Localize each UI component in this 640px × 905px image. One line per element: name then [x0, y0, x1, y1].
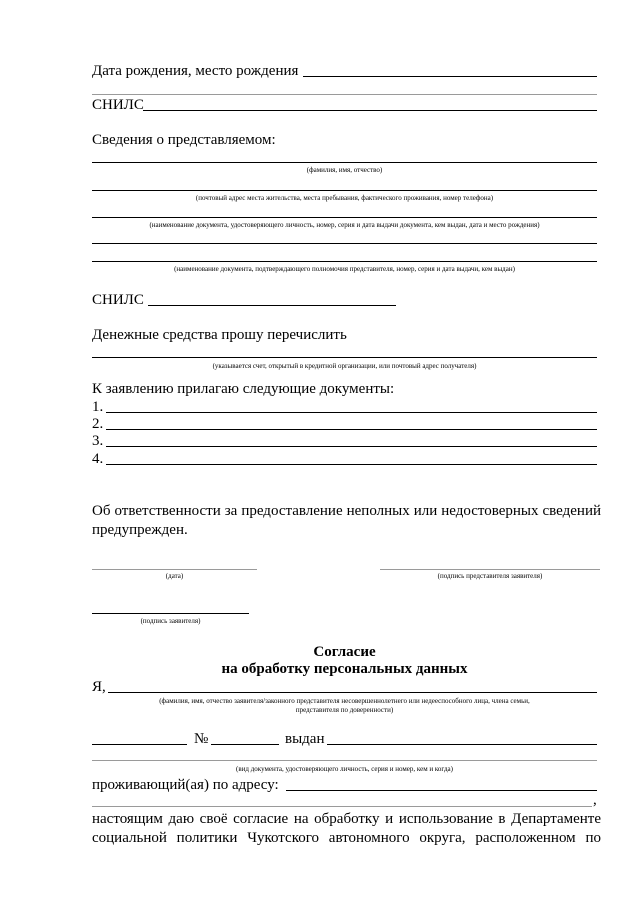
date-field[interactable] [92, 569, 257, 570]
consent-number-sign: № [194, 731, 209, 747]
representative-authority-field[interactable] [92, 261, 597, 262]
consent-document-series-field[interactable] [92, 744, 187, 745]
representative-authority-hint: (наименование документа, подтверждающего полномочия представителя, номер, серия и дата выдачи, кем выдан) [174, 265, 515, 273]
representative-fio-field[interactable] [92, 162, 597, 163]
consent-document-number-field[interactable] [211, 744, 279, 745]
representative-heading: Сведения о представляемом: [92, 132, 276, 148]
representative-address-hint: (почтовый адрес места жительства, места пребывания, фактического проживания, номер телефона) [195, 194, 494, 202]
responsibility-text-line2: предупрежден. [92, 522, 188, 538]
applicant-snils-label: СНИЛС [92, 97, 144, 113]
attachments-heading: К заявлению прилагаю следующие документы: [92, 381, 395, 397]
representative-address-field[interactable] [92, 190, 597, 191]
consent-issued-label: выдан [285, 731, 325, 747]
representative-document-hint: (наименование документа, удостоверяющего личность, номер, серия и дата выдачи документа, кем выдан, дата и место рождения) [149, 221, 540, 229]
attachment-number: 3. [92, 433, 104, 449]
applicant-signature-field[interactable] [92, 613, 249, 614]
attachment-field-3[interactable] [106, 446, 597, 447]
consent-document-field-extra[interactable] [92, 760, 597, 761]
payment-label: Денежные средства прошу перечислить [92, 327, 347, 343]
applicant-signature-hint: (подпись заявителя) [140, 617, 201, 625]
representative-document-field-extra[interactable] [92, 243, 597, 244]
representative-signature-hint: (подпись представителя заявителя) [437, 572, 543, 580]
attachment-number: 1. [92, 399, 104, 415]
attachment-field-2[interactable] [106, 429, 597, 430]
consent-address-comma: , [593, 792, 597, 808]
consent-residing-label: проживающий(ая) по адресу: [92, 777, 279, 793]
applicant-snils-field[interactable] [143, 110, 597, 111]
representative-snils-label: СНИЛС [92, 292, 144, 308]
consent-subtitle: на обработку персональных данных [221, 661, 468, 677]
attachment-field-4[interactable] [106, 464, 597, 465]
attachment-number: 2. [92, 416, 104, 432]
consent-body-line2: социальной политики Чукотского автономного округа, расположенном по [92, 830, 601, 846]
responsibility-text-line1: Об ответственности за предоставление неполных или недостоверных сведений [92, 503, 601, 519]
consent-address-field-extra[interactable] [92, 806, 592, 807]
birth-date-place-field[interactable] [303, 76, 597, 77]
consent-body-line1: настоящим даю своё согласие на обработку и использование в Департаменте [92, 811, 601, 827]
consent-issued-by-field[interactable] [327, 744, 597, 745]
representative-fio-hint: (фамилия, имя, отчество) [306, 166, 383, 174]
consent-title: Согласие [313, 644, 376, 660]
date-hint: (дата) [165, 572, 184, 580]
birth-date-place-field-extra[interactable] [92, 94, 597, 95]
consent-address-field[interactable] [286, 790, 597, 791]
representative-snils-field[interactable] [148, 305, 396, 306]
attachment-field-1[interactable] [106, 412, 597, 413]
representative-document-field[interactable] [92, 217, 597, 218]
birth-date-place-label: Дата рождения, место рождения [92, 63, 299, 79]
consent-fio-hint-line1: (фамилия, имя, отчество заявителя/законного представителя несовершеннолетнего или недееспособного лица, члена семьи, [159, 697, 530, 705]
representative-signature-field[interactable] [380, 569, 600, 570]
consent-fio-field[interactable] [108, 692, 597, 693]
consent-i-label: Я, [92, 679, 106, 695]
consent-fio-hint-line2: представителя по доверенности) [295, 706, 394, 714]
attachment-number: 4. [92, 451, 104, 467]
payment-field[interactable] [92, 357, 597, 358]
consent-document-hint: (вид документа, удостоверяющего личность, серия и номер, кем и когда) [236, 765, 453, 773]
payment-hint: (указывается счет, открытый в кредитной организации, или почтовый адрес получателя) [212, 362, 477, 370]
